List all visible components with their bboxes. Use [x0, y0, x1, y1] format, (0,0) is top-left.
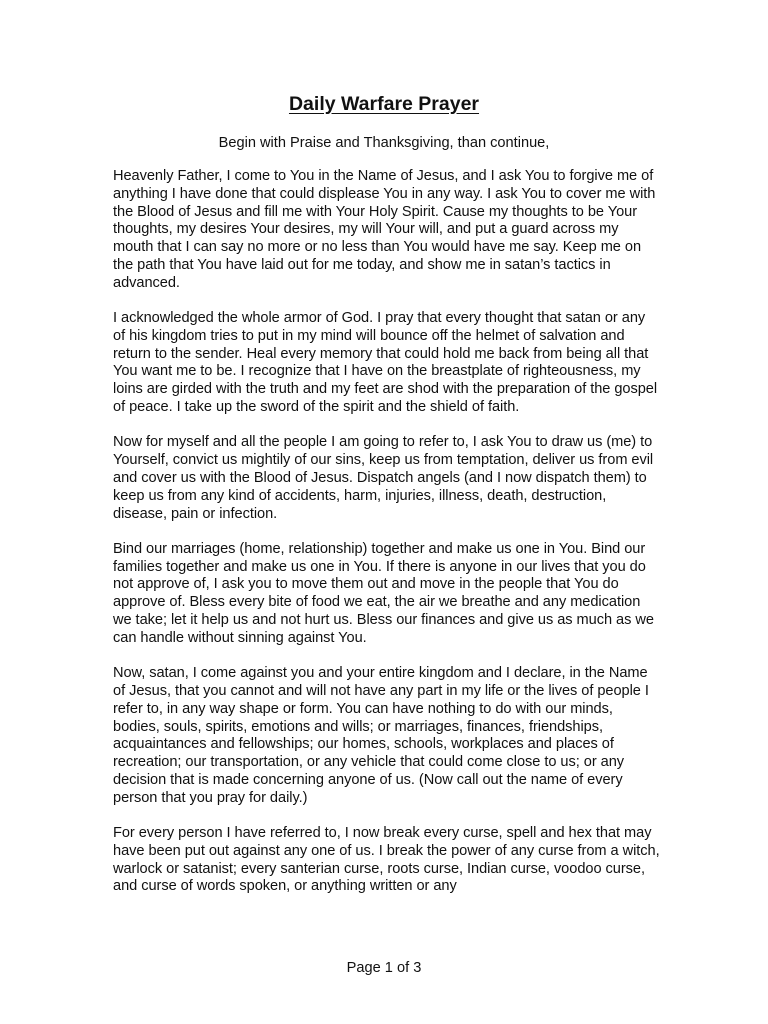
paragraph-3: Now for myself and all the people I am going to refer to, I ask You to draw us (me) to Yourself, convict us mightily of our sins, keep us from temptation, deliver us from evil and cover us with the Blood of Jesus. Dispatch angels (and I now dispatch them) to keep us from any kind of accidents, harm, injuries, illness, death, destruction, disease, pain or infection.	[113, 434, 654, 522]
paragraph-5: Now, satan, I come against you and your entire kingdom and I declare, in the Name of Jesus, that you cannot and will not have any part in my life or the lives of people I refer to, in any way shape or form. You can have nothing to do with our minds, bodies, souls, spirits, emotions and wills; or marriages, finances, friendships, acquaintances and fellowships; our homes, schools, workplaces and places of recreation; our transportation, or any vehicle that could come close to us; or any decision that is made concerning anyone of us. (Now call out the name of every person that you pray for daily.)	[113, 665, 649, 806]
paragraph-1: Heavenly Father, I come to You in the Name of Jesus, and I ask You to forgive me of anything I have done that could displease You in any way. I ask You to cover me with the Blood of Jesus and fill me with Your Holy Spirit. Cause my thoughts to be Your thoughts, my desires Your desires, my will Your will, and put a guard across my mouth that I can say no more or no less than You would have me say. Keep me on the path that You have laid out for me today, and show me in satan’s tactics in advanced.	[113, 168, 656, 291]
document-subtitle: Begin with Praise and Thanksgiving, than continue,	[218, 135, 550, 151]
paragraph-6: For every person I have referred to, I now break every curse, spell and hex that may have been put out against any one of us. I break the power of any curse from a witch, warlock or satanist; every santerian curse, roots curse, Indian curse, voodoo curse, and curse of words spoken, or anything written or any	[113, 825, 660, 895]
page-number: Page 1 of 3	[346, 960, 422, 976]
document-body	[113, 168, 661, 914]
document-title: Daily Warfare Prayer	[288, 93, 480, 115]
paragraph-2: I acknowledged the whole armor of God. I pray that every thought that satan or any of his kingdom tries to put in my mind will bounce off the helmet of salvation and return to the sender. Heal every memory that could hold me back from being all that You want me to be. I recognize that I have on the breastplate of righteousness, my loins are girded with the truth and my feet are shod with the preparation of the gospel of peace. I take up the sword of the spirit and the shield of faith.	[113, 310, 658, 416]
paragraph-4: Bind our marriages (home, relationship) together and make us one in You. Bind our families together and make us one in You. If there is anyone in our lives that you do not approve of, I ask you to move them out and move in the people that You do approve of. Bless every bite of food we eat, the air we breathe and any medication we take; let it help us and not hurt us. Bless our finances and give us as much as we can handle without sinning against You.	[113, 540, 654, 646]
